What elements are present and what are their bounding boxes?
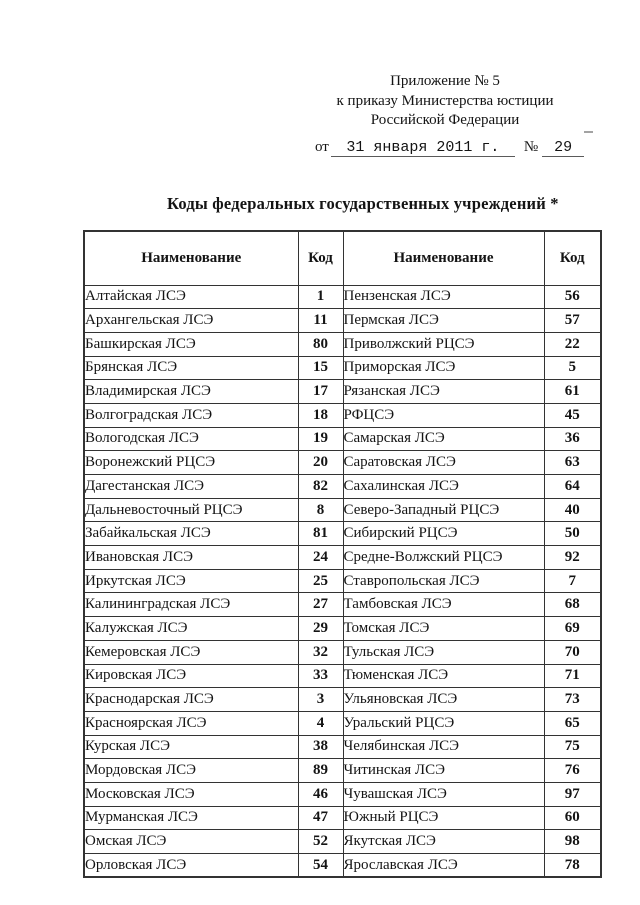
facility-code-cell: 54 (298, 854, 343, 878)
table-row (84, 546, 601, 570)
table-row (84, 475, 601, 499)
facility-name-cell: Сахалинская ЛСЭ (343, 475, 544, 499)
facility-name-cell: Саратовская ЛСЭ (343, 451, 544, 475)
table-row (84, 854, 601, 878)
facility-name-cell: Якутская ЛСЭ (343, 830, 544, 854)
facility-name-cell: Дагестанская ЛСЭ (84, 475, 298, 499)
facility-name-cell: Средне-Волжский РЦСЭ (343, 546, 544, 570)
facility-code-cell: 92 (544, 546, 601, 570)
facility-code-cell: 82 (298, 475, 343, 499)
facility-code-cell: 24 (298, 546, 343, 570)
facility-code-cell: 60 (544, 806, 601, 830)
facility-name-cell: Омская ЛСЭ (84, 830, 298, 854)
facility-name-cell: Брянская ЛСЭ (84, 356, 298, 380)
facility-code-cell: 22 (544, 332, 601, 356)
facility-code-cell: 8 (298, 498, 343, 522)
facility-code-cell: 50 (544, 522, 601, 546)
facility-code-cell: 29 (298, 617, 343, 641)
facility-name-cell: Иркутская ЛСЭ (84, 569, 298, 593)
table-row (84, 806, 601, 830)
facility-name-cell: Южный РЦСЭ (343, 806, 544, 830)
appendix-line-1: Приложение № 5 (390, 73, 500, 89)
facility-name-cell: Уральский РЦСЭ (343, 711, 544, 735)
table-row (84, 522, 601, 546)
appendix-block (323, 72, 567, 131)
facility-name-cell: РФЦСЭ (343, 403, 544, 427)
facility-code-cell: 38 (298, 735, 343, 759)
facility-name-cell: Вологодская ЛСЭ (84, 427, 298, 451)
facility-code-cell: 98 (544, 830, 601, 854)
table-row (84, 569, 601, 593)
facility-code-cell: 97 (544, 782, 601, 806)
facility-code-cell: 73 (544, 688, 601, 712)
facility-name-cell: Мордовская ЛСЭ (84, 759, 298, 783)
facility-name-cell: Рязанская ЛСЭ (343, 380, 544, 404)
facility-code-cell: 32 (298, 640, 343, 664)
table-row (84, 759, 601, 783)
facility-code-cell: 4 (298, 711, 343, 735)
facility-code-cell: 19 (298, 427, 343, 451)
table-row (84, 782, 601, 806)
header-code-right: Код (544, 231, 601, 285)
table-row (84, 427, 601, 451)
facility-name-cell: Алтайская ЛСЭ (84, 285, 298, 309)
table-row (84, 735, 601, 759)
codes-table (83, 230, 602, 878)
facility-code-cell: 78 (544, 854, 601, 878)
table-row (84, 332, 601, 356)
table-row (84, 356, 601, 380)
order-date-line (315, 139, 584, 157)
facility-code-cell: 25 (298, 569, 343, 593)
codes-table-body (84, 285, 601, 877)
facility-name-cell: Читинская ЛСЭ (343, 759, 544, 783)
facility-code-cell: 56 (544, 285, 601, 309)
table-row (84, 380, 601, 404)
facility-code-cell: 40 (544, 498, 601, 522)
facility-name-cell: Архангельская ЛСЭ (84, 309, 298, 333)
order-number-value: 29 (542, 139, 584, 157)
facility-code-cell: 65 (544, 711, 601, 735)
facility-name-cell: Самарская ЛСЭ (343, 427, 544, 451)
facility-name-cell: Ставропольская ЛСЭ (343, 569, 544, 593)
appendix-line-2: к приказу Министерства юстиции (336, 92, 554, 109)
facility-code-cell: 46 (298, 782, 343, 806)
facility-code-cell: 17 (298, 380, 343, 404)
table-row (84, 711, 601, 735)
facility-name-cell: Калининградская ЛСЭ (84, 593, 298, 617)
facility-code-cell: 64 (544, 475, 601, 499)
facility-name-cell: Северо-Западный РЦСЭ (343, 498, 544, 522)
facility-name-cell: Башкирская ЛСЭ (84, 332, 298, 356)
table-row (84, 285, 601, 309)
facility-name-cell: Томская ЛСЭ (343, 617, 544, 641)
facility-code-cell: 68 (544, 593, 601, 617)
table-row (84, 451, 601, 475)
table-row (84, 617, 601, 641)
header-row (84, 231, 601, 285)
facility-code-cell: 3 (298, 688, 343, 712)
appendix-line-3: Российской Федерации (370, 112, 520, 128)
facility-code-cell: 1 (298, 285, 343, 309)
order-date-value: 31 января 2011 г. (331, 139, 515, 157)
facility-name-cell: Забайкальская ЛСЭ (84, 522, 298, 546)
facility-name-cell: Калужская ЛСЭ (84, 617, 298, 641)
header-name-right: Наименование (343, 231, 544, 285)
facility-name-cell: Челябинская ЛСЭ (343, 735, 544, 759)
facility-name-cell: Приволжский РЦСЭ (343, 332, 544, 356)
facility-code-cell: 15 (298, 356, 343, 380)
facility-name-cell: Мурманская ЛСЭ (84, 806, 298, 830)
facility-code-cell: 27 (298, 593, 343, 617)
document-title: Коды федеральных государственных учреждений * (167, 194, 559, 213)
table-row (84, 593, 601, 617)
facility-name-cell: Тюменская ЛСЭ (343, 664, 544, 688)
facility-code-cell: 70 (544, 640, 601, 664)
scan-artifact (584, 131, 593, 133)
facility-code-cell: 36 (544, 427, 601, 451)
facility-name-cell: Владимирская ЛСЭ (84, 380, 298, 404)
facility-name-cell: Московская ЛСЭ (84, 782, 298, 806)
facility-name-cell: Курская ЛСЭ (84, 735, 298, 759)
facility-name-cell: Воронежский РЦСЭ (84, 451, 298, 475)
facility-code-cell: 5 (544, 356, 601, 380)
facility-code-cell: 75 (544, 735, 601, 759)
facility-name-cell: Дальневосточный РЦСЭ (84, 498, 298, 522)
facility-code-cell: 69 (544, 617, 601, 641)
facility-code-cell: 11 (298, 309, 343, 333)
header-code-left: Код (298, 231, 343, 285)
table-row (84, 688, 601, 712)
facility-name-cell: Сибирский РЦСЭ (343, 522, 544, 546)
number-sign: № (523, 139, 539, 155)
table-row (84, 640, 601, 664)
facility-name-cell: Тамбовская ЛСЭ (343, 593, 544, 617)
facility-code-cell: 47 (298, 806, 343, 830)
facility-name-cell: Кировская ЛСЭ (84, 664, 298, 688)
facility-code-cell: 20 (298, 451, 343, 475)
facility-code-cell: 7 (544, 569, 601, 593)
table-row (84, 664, 601, 688)
facility-code-cell: 76 (544, 759, 601, 783)
facility-name-cell: Тульская ЛСЭ (343, 640, 544, 664)
facility-name-cell: Кемеровская ЛСЭ (84, 640, 298, 664)
facility-code-cell: 81 (298, 522, 343, 546)
facility-code-cell: 63 (544, 451, 601, 475)
facility-name-cell: Волгоградская ЛСЭ (84, 403, 298, 427)
facility-name-cell: Краснодарская ЛСЭ (84, 688, 298, 712)
facility-name-cell: Пензенская ЛСЭ (343, 285, 544, 309)
facility-code-cell: 33 (298, 664, 343, 688)
facility-name-cell: Приморская ЛСЭ (343, 356, 544, 380)
facility-code-cell: 71 (544, 664, 601, 688)
table-row (84, 403, 601, 427)
facility-name-cell: Ярославская ЛСЭ (343, 854, 544, 878)
facility-name-cell: Пермская ЛСЭ (343, 309, 544, 333)
facility-name-cell: Чувашская ЛСЭ (343, 782, 544, 806)
facility-code-cell: 80 (298, 332, 343, 356)
facility-code-cell: 57 (544, 309, 601, 333)
facility-name-cell: Ивановская ЛСЭ (84, 546, 298, 570)
table-row (84, 498, 601, 522)
codes-table-header (84, 231, 601, 285)
facility-code-cell: 18 (298, 403, 343, 427)
facility-name-cell: Ульяновская ЛСЭ (343, 688, 544, 712)
facility-code-cell: 45 (544, 403, 601, 427)
facility-code-cell: 61 (544, 380, 601, 404)
facility-code-cell: 52 (298, 830, 343, 854)
facility-name-cell: Красноярская ЛСЭ (84, 711, 298, 735)
table-row (84, 309, 601, 333)
date-prefix: от (315, 139, 329, 155)
facility-code-cell: 89 (298, 759, 343, 783)
table-row (84, 830, 601, 854)
facility-name-cell: Орловская ЛСЭ (84, 854, 298, 878)
header-name-left: Наименование (84, 231, 298, 285)
